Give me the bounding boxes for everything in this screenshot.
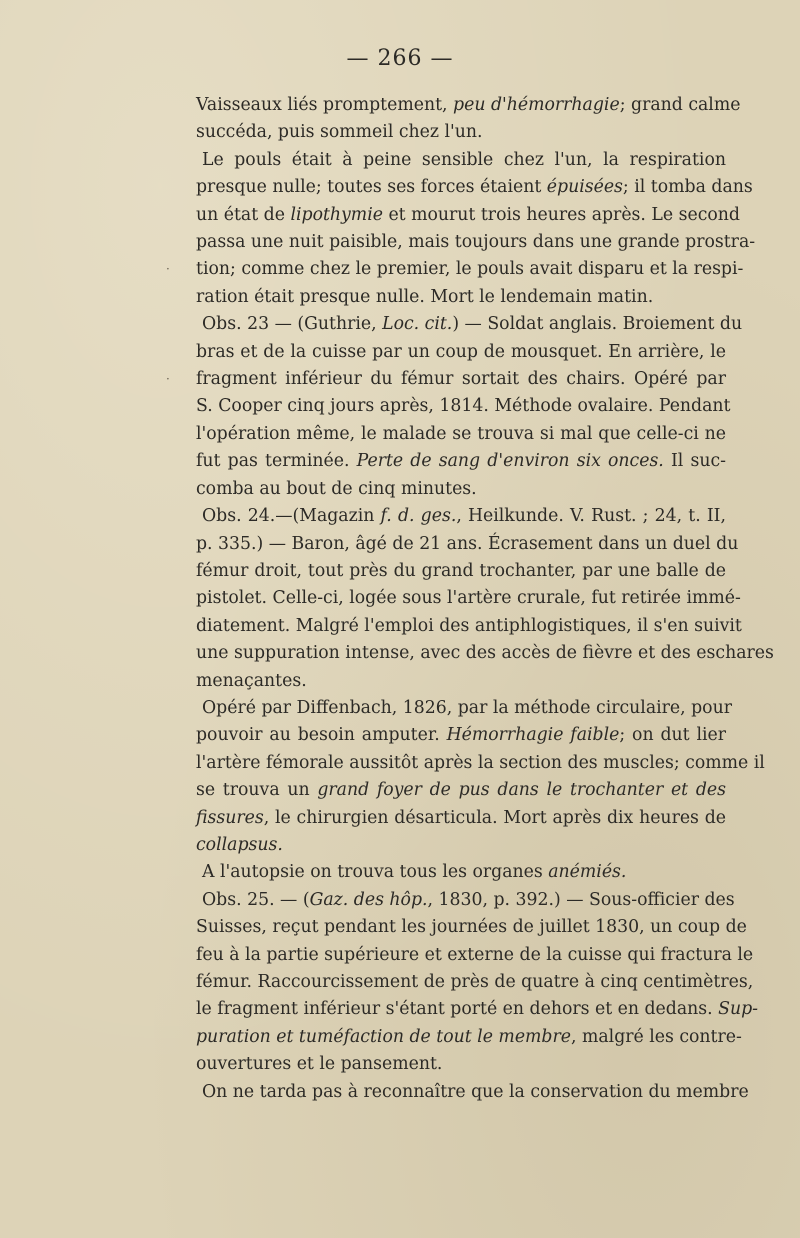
text-segment: Suisses, reçut pendant les journées de juillet 1830, un coup de [196, 917, 747, 938]
text-segment: ouvertures et le pansement. [196, 1054, 443, 1075]
text-line [196, 339, 726, 366]
text-segment: Obs. 25. — ( [202, 889, 310, 910]
text-segment: On ne tarda pas à reconnaître que la conservation du membre [202, 1081, 749, 1102]
text-line [196, 421, 726, 448]
text-line [196, 558, 726, 585]
text-segment: Opéré par Diffenbach, 1826, par la méthode circulaire, pour [202, 697, 732, 718]
text-segment: ) — Soldat anglais. Broiement du [452, 314, 743, 335]
text-line [196, 585, 741, 612]
text-segment: , malgré les contre- [570, 1026, 742, 1047]
italic-text: f. d. ges. [380, 506, 457, 527]
italic-text: collapsus. [196, 834, 283, 855]
text-line [196, 969, 754, 996]
text-line [196, 777, 726, 804]
text-segment: presque nulle; toutes ses forces étaient [196, 177, 547, 198]
text-line [196, 119, 726, 146]
text-segment: Il suc- [663, 451, 727, 472]
italic-text: peu d'hémorrhagie [453, 95, 620, 115]
text-line [196, 996, 759, 1023]
margin-mark: · [166, 372, 170, 386]
body-text [196, 92, 774, 1106]
text-segment: Obs. 24.—(Magazin [202, 506, 381, 527]
text-segment: pistolet. Celle-ci, logée sous l'artère crurale, fut retirée immé- [196, 588, 741, 609]
text-segment: une suppuration intense, avec des accès de fièvre et des eschares [196, 643, 774, 664]
text-segment: diatement. Malgré l'emploi des antiphlogistiques, il s'en suivit [196, 615, 742, 636]
text-line [196, 805, 726, 832]
text-segment: , le chirurgien désarticula. Mort après dix heures de [263, 807, 726, 828]
text-line [196, 942, 754, 969]
text-segment: comba au bout de cinq minutes. [196, 478, 477, 499]
text-segment: passa une nuit paisible, mais toujours dans une grande prostra- [196, 232, 756, 253]
text-line [196, 914, 747, 941]
text-segment: menaçantes. [196, 670, 307, 691]
italic-text: lipothymie [290, 204, 383, 225]
text-segment: fut pas terminée. [196, 451, 357, 472]
text-line [196, 311, 743, 338]
text-segment: le fragment inférieur s'étant porté en dehors et en dedans. [196, 999, 719, 1020]
text-segment: un état de [196, 204, 291, 225]
text-line [196, 668, 726, 695]
italic-text: épuisées [546, 177, 623, 198]
text-segment: , 1830, p. 392.) — Sous-officier des [427, 889, 735, 910]
text-segment: fémur droit, tout près du grand trochanter, par une balle de [196, 560, 726, 581]
text-segment: Obs. 23 — (Guthrie, [202, 314, 383, 335]
text-line [196, 503, 726, 530]
text-line [196, 832, 726, 859]
italic-text: grand foyer de pus dans le trochanter et des [317, 780, 726, 801]
text-line [196, 284, 726, 311]
text-segment: tion; comme chez le premier, le pouls avait disparu et la respi- [196, 259, 744, 280]
text-segment: l'artère fémorale aussitôt après la section des muscles; comme il [196, 752, 765, 773]
text-segment: p. 335.) — Baron, âgé de 21 ans. Écrasement dans un duel du [196, 533, 739, 554]
text-line [196, 393, 731, 420]
text-line [196, 531, 739, 558]
text-line [196, 256, 744, 283]
margin-mark: · [166, 262, 170, 276]
text-segment: l'opération même, le malade se trouva si mal que celle-ci ne [196, 423, 726, 444]
text-segment: ; il tomba dans [622, 177, 753, 198]
text-line [196, 448, 726, 475]
text-line [196, 174, 753, 201]
italic-text: Hémorrhagie faible [446, 725, 620, 746]
text-line [196, 476, 726, 503]
text-line [196, 1024, 742, 1051]
italic-text: Loc. cit. [382, 314, 453, 335]
text-line [196, 1079, 749, 1106]
italic-text: puration et tuméfaction de tout le membre [196, 1026, 571, 1047]
text-segment: succéda, puis sommeil chez l'un. [196, 122, 483, 143]
text-line [196, 722, 726, 749]
text-line [196, 202, 740, 229]
text-line [196, 750, 765, 777]
text-line [196, 859, 726, 886]
page-number: — 266 — [346, 46, 454, 71]
text-line [196, 613, 742, 640]
text-line [196, 640, 774, 667]
text-segment: ; grand calme [619, 95, 741, 115]
text-segment: et mourut trois heures après. Le second [382, 204, 740, 225]
text-segment: Vaisseaux liés promptement, [196, 95, 454, 115]
text-line [196, 695, 732, 722]
text-line [196, 229, 756, 256]
italic-text: Gaz. des hôp. [309, 889, 428, 910]
text-segment: A l'autopsie on trouva tous les organes [202, 862, 549, 883]
text-segment: ration était presque nulle. Mort le lendemain matin. [196, 286, 654, 307]
text-segment: , Heilkunde. V. Rust. ; 24, t. II, [456, 506, 726, 527]
text-line [196, 1051, 726, 1078]
text-segment: Le pouls était à peine sensible chez l'un, la respiration [202, 149, 726, 170]
text-segment: fragment inférieur du fémur sortait des chairs. Opéré par [196, 369, 726, 390]
text-line [196, 92, 741, 119]
text-line [196, 147, 726, 174]
text-line [196, 366, 726, 393]
italic-text: Perte de sang d'environ six onces. [356, 451, 664, 472]
text-segment: feu à la partie supérieure et externe de la cuisse qui fractura le [196, 944, 754, 965]
text-segment: fémur. Raccourcissement de près de quatre à cinq centimètres, [196, 972, 754, 992]
italic-text: fissures [196, 807, 264, 828]
text-segment: se trouva un [196, 780, 318, 801]
text-segment: pouvoir au besoin amputer. [196, 725, 447, 746]
text-segment: S. Cooper cinq jours après, 1814. Méthode ovalaire. Pendant [196, 396, 731, 417]
text-segment: ; on dut lier [619, 725, 726, 746]
text-segment: bras et de la cuisse par un coup de mousquet. En arrière, le [196, 341, 726, 362]
text-line [196, 887, 735, 914]
italic-text: anémiés. [548, 862, 627, 883]
italic-text: Sup- [718, 999, 759, 1020]
